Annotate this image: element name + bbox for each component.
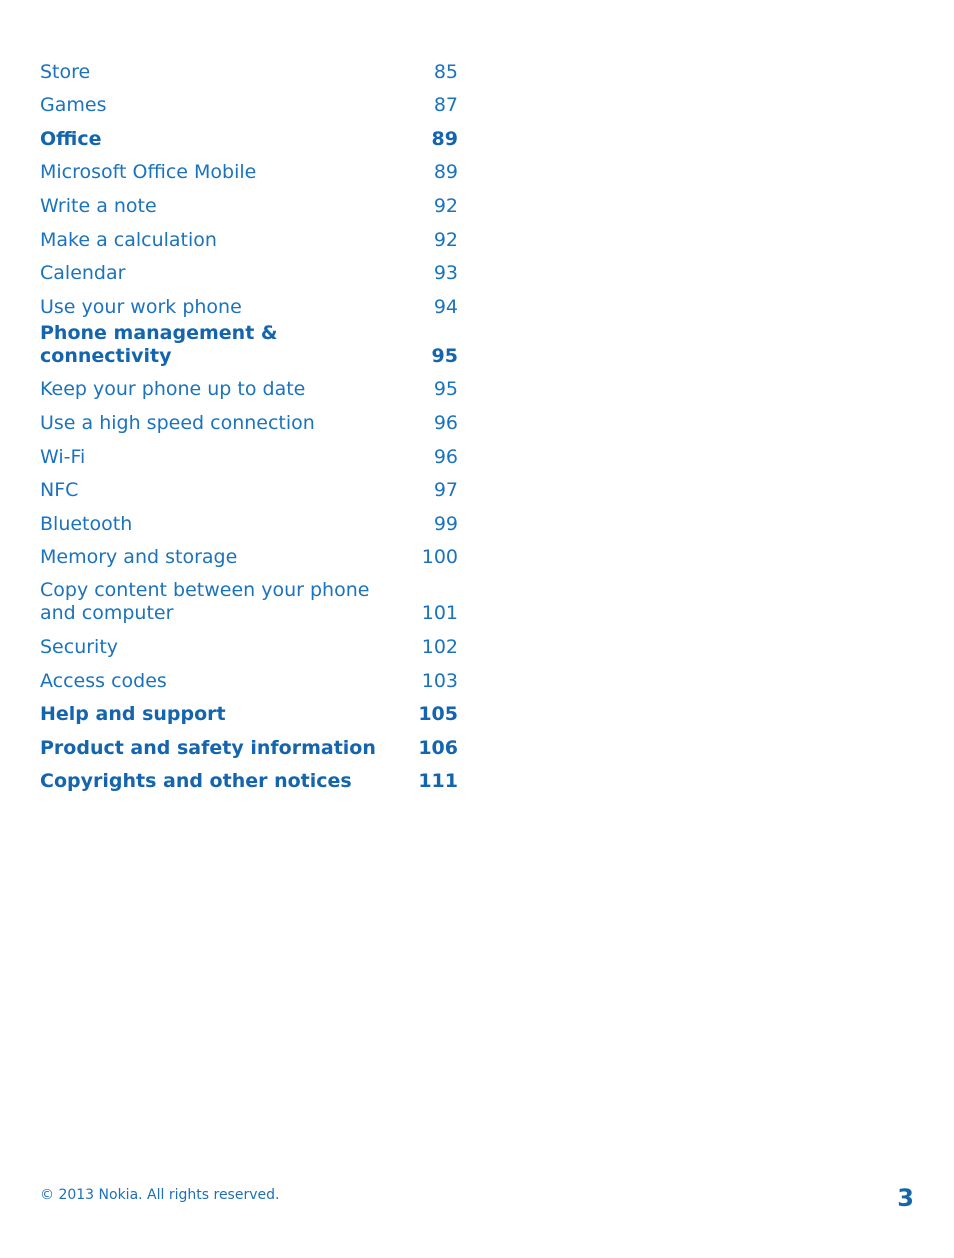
toc-entry-page: 103 [421,669,458,692]
toc-section-product-safety[interactable] [40,729,458,763]
toc-entry-title: Write a note [40,194,157,217]
toc-entry-title: Keep your phone up to date [40,378,306,401]
toc-entry-page: 94 [433,295,458,318]
toc-entry-title: Microsoft Office Mobile [40,161,257,184]
toc-entry-nfc[interactable] [40,472,458,506]
toc-entry-access-codes[interactable] [40,662,458,696]
toc-section-office[interactable] [40,120,458,154]
toc-entry-page: 87 [433,94,458,117]
toc-entry-title: Bluetooth [40,512,133,535]
toc-section-title: Office [40,127,102,150]
toc-section-title: Product and safety information [40,736,376,759]
toc-entry-page: 92 [433,228,458,251]
toc-section-title: Copyrights and other notices [40,770,352,793]
toc-entry-wi-fi[interactable] [40,438,458,472]
toc-entry-title: Games [40,94,107,117]
toc-section-help-and-support[interactable] [40,696,458,730]
toc-section-page: 106 [418,736,458,759]
toc-section-page: 89 [431,127,458,150]
toc-entry-page: 101 [421,602,458,625]
toc-entry-title: Access codes [40,669,167,692]
toc-entry-copy-content[interactable] [40,572,458,628]
toc-entry-page: 92 [433,194,458,217]
toc-entry-title: Security [40,635,119,658]
table-of-contents [40,53,458,796]
toc-entry-page: 89 [433,161,458,184]
toc-entry-title: Wi-Fi [40,445,86,468]
toc-entry-use-your-work-phone[interactable] [40,288,458,322]
toc-section-page: 111 [418,770,458,793]
page-number: 3 [897,1184,914,1212]
toc-entry-page: 96 [433,445,458,468]
toc-entry-games[interactable] [40,87,458,121]
toc-section-phone-management[interactable] [40,322,458,371]
toc-entry-title: Use your work phone [40,295,242,318]
toc-entry-calendar[interactable] [40,255,458,289]
toc-entry-bluetooth[interactable] [40,505,458,539]
toc-entry-page: 96 [433,411,458,434]
toc-entry-store[interactable] [40,53,458,87]
toc-entry-write-a-note[interactable] [40,187,458,221]
toc-entry-page: 85 [433,60,458,83]
toc-entry-page: 99 [433,512,458,535]
toc-section-page: 95 [431,344,458,367]
toc-entry-page: 97 [433,479,458,502]
toc-entry-microsoft-office-mobile[interactable] [40,154,458,188]
toc-entry-memory-and-storage[interactable] [40,539,458,573]
toc-entry-make-a-calculation[interactable] [40,221,458,255]
toc-entry-high-speed-connection[interactable] [40,404,458,438]
toc-entry-page: 93 [433,262,458,285]
toc-entry-title: Make a calculation [40,228,217,251]
toc-section-page: 105 [418,703,458,726]
toc-entry-page: 95 [433,378,458,401]
toc-entry-title: Calendar [40,262,126,285]
toc-section-title: Help and support [40,703,226,726]
toc-entry-page: 100 [421,546,458,569]
toc-entry-page: 102 [421,635,458,658]
toc-entry-title: Copy content between your phone and computer [40,579,370,625]
toc-entry-title: NFC [40,479,79,502]
toc-section-title: Phone management & connectivity [40,321,278,367]
copyright-notice: © 2013 Nokia. All rights reserved. [40,1187,280,1203]
toc-entry-security[interactable] [40,628,458,662]
toc-section-copyrights[interactable] [40,763,458,797]
toc-entry-title: Use a high speed connection [40,411,315,434]
toc-entry-title: Store [40,60,91,83]
toc-entry-keep-phone-up-to-date[interactable] [40,371,458,405]
toc-entry-title: Memory and storage [40,546,238,569]
